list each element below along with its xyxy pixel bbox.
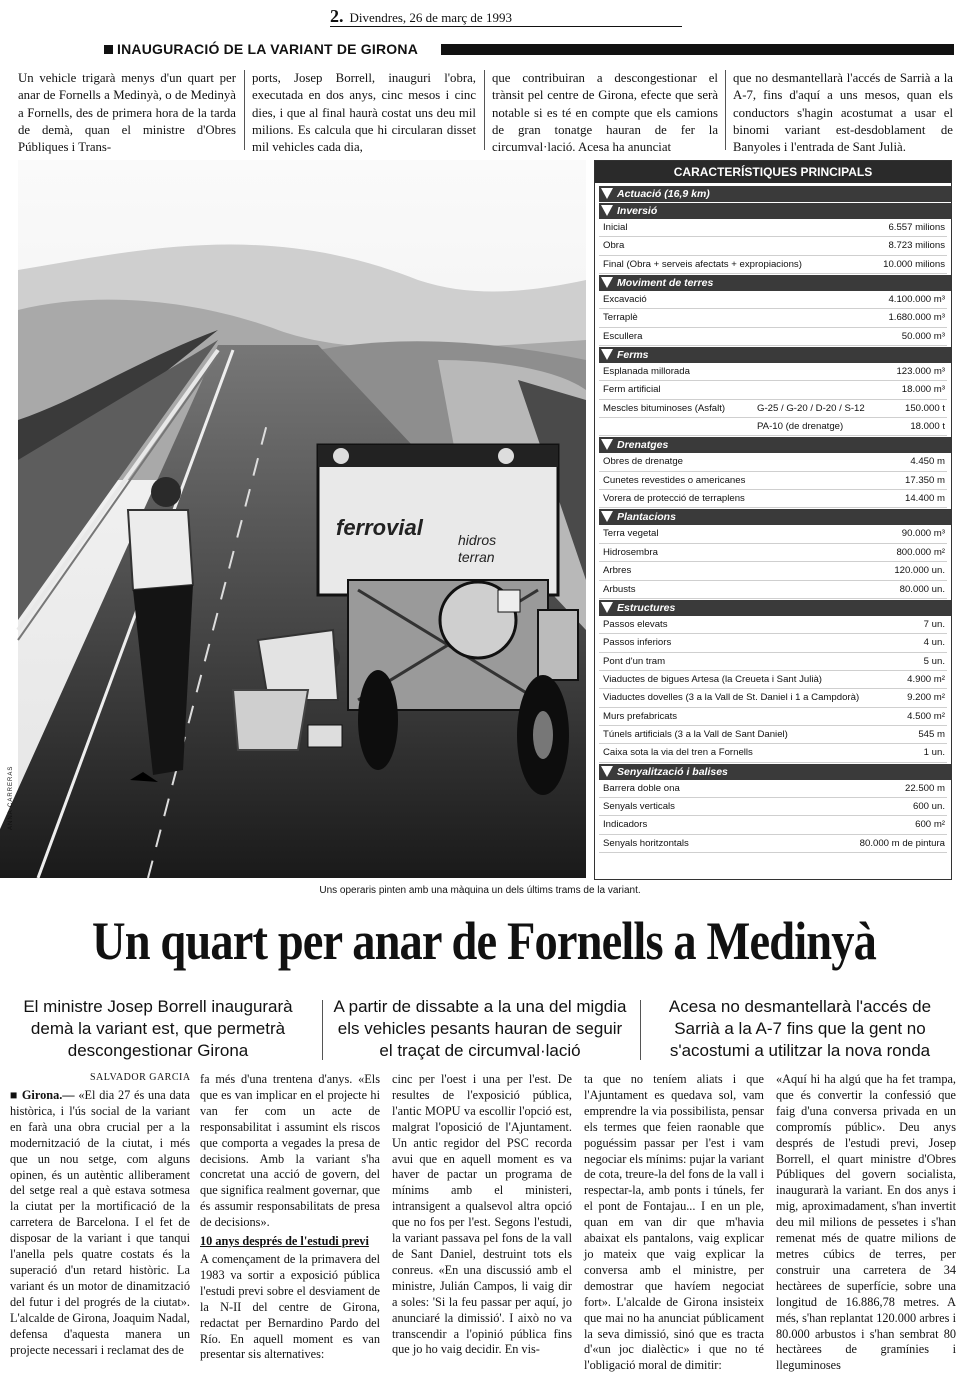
row-label: Esplanada millorada bbox=[603, 366, 690, 378]
dateline: Girona.— bbox=[21, 1088, 75, 1102]
row-value: 7 un. bbox=[923, 618, 945, 630]
row-label: Escullera bbox=[603, 330, 643, 342]
triangle-down-icon bbox=[601, 602, 613, 613]
table-row bbox=[599, 744, 947, 762]
row-label: Indicadors bbox=[603, 819, 648, 831]
table-row bbox=[599, 490, 947, 508]
dateline-square-icon: ■ bbox=[10, 1088, 22, 1102]
table-row bbox=[599, 708, 947, 726]
triangle-down-icon bbox=[601, 277, 613, 288]
row-label: Viaductes de bigues Artesa (la Creueta i Sant Julià) bbox=[603, 673, 823, 685]
row-value: 4.100.000 m³ bbox=[888, 294, 945, 306]
row-label: Arbusts bbox=[603, 583, 636, 595]
row-value: 4.900 m² bbox=[907, 673, 945, 685]
table-row bbox=[599, 616, 947, 634]
photo-illustration bbox=[18, 160, 586, 878]
row-label: Mescles bituminoses (Asfalt) bbox=[603, 402, 726, 414]
row-label: Senyals verticals bbox=[603, 800, 675, 812]
intro-column-1: Un vehicle trigarà menys d'un quart per anar de Fornells a Medinyà, o de Medinyà a Fornells, des de primera hora de la tarda de demà, quan el ministre d'Obres Públiques i Trans- bbox=[18, 71, 236, 155]
row-label: Final (Obra + serveis afectats + expropiacions) bbox=[603, 258, 802, 270]
row-value: 6.557 milions bbox=[888, 222, 945, 233]
row-value: 8.723 milions bbox=[888, 240, 945, 252]
row-label: Terra vegetal bbox=[603, 528, 659, 540]
column-rule bbox=[640, 1000, 641, 1060]
row-label: Hidrosembra bbox=[603, 546, 658, 558]
row-label: Obres de drenatge bbox=[603, 456, 684, 468]
table-row bbox=[599, 525, 947, 543]
table-section-label: Actuació (16,9 km) bbox=[617, 188, 710, 200]
subhead-3: Acesa no desmantellarà l'accés de Sarrià a la A-7 fins que la gent no s'acostumi a utilitzar la nova ronda bbox=[668, 997, 932, 1060]
row-detail: G-25 / G-20 / D-20 / S-12 bbox=[757, 402, 865, 414]
table-row bbox=[599, 363, 947, 381]
row-value: 17.350 m bbox=[904, 474, 945, 486]
row-value: 22.500 m bbox=[904, 782, 945, 794]
row-value: 4.450 m bbox=[910, 456, 945, 468]
byline: SALVADOR GARCIA bbox=[90, 1072, 191, 1083]
row-value: 1 un. bbox=[923, 747, 945, 759]
body-column-1 bbox=[10, 1088, 190, 1357]
row-label: Excavació bbox=[603, 294, 647, 306]
table-row bbox=[599, 400, 947, 418]
body-text-1: «El dia 27 és una data històrica, i l'ús social de la variant en farà una obra crucial per a la modernització de la ciutat, i més que un nou setge, com alguns opinen, és un autèntic alliberament del setge real a què estava sotmesa la ciutat per la mortificació de la carretera de Barcelona. I el fet de disposar de la variant i que tanqui l'anella pels quatre costats és la superació d'un retard històric. La variant és un motor de dinamització del futur i del progrés de la ciutat». L'alcalde de Girona, Joaquim Nadal, defensa d'aquesta manera un projecte necessari i reclamat des de bbox=[10, 1088, 190, 1357]
table-section-header bbox=[599, 203, 951, 219]
body-subheading: 10 anys després de l'estudi previ bbox=[200, 1234, 369, 1249]
table-row bbox=[599, 798, 947, 816]
table-row bbox=[599, 418, 947, 436]
row-value: 123.000 m³ bbox=[896, 366, 945, 378]
table-row bbox=[599, 472, 947, 490]
row-label: Inicial bbox=[603, 222, 628, 233]
intro-column-2: ports, Josep Borrell, inauguri l'obra, executada en dos anys, cinc mesos i cinc dies, i que al final haurà costat uns deu mil milions. Es calcula que hi circularan disset mil vehicles cada dia, bbox=[252, 71, 476, 155]
row-label: Pont d'un tram bbox=[603, 655, 666, 667]
table-row bbox=[599, 634, 947, 652]
table-section-label: Moviment de terres bbox=[617, 277, 714, 290]
row-value: 120.000 un. bbox=[894, 565, 945, 577]
column-rule bbox=[484, 70, 485, 150]
table-row bbox=[599, 544, 947, 562]
table-row bbox=[599, 671, 947, 689]
table-section-label: Senyalització i balises bbox=[617, 765, 728, 778]
row-value: 1.680.000 m³ bbox=[888, 312, 945, 324]
table-row bbox=[599, 453, 947, 471]
photo-caption: Uns operaris pinten amb una màquina un dels últims trams de la variant. bbox=[319, 885, 641, 896]
row-label: Passos inferiors bbox=[603, 637, 672, 649]
row-value: 18.000 m³ bbox=[901, 384, 945, 396]
table-row bbox=[599, 816, 947, 834]
table-section-label: Inversió bbox=[617, 205, 658, 217]
row-value: 600 un. bbox=[912, 800, 945, 812]
header-rule bbox=[330, 26, 682, 27]
section-square-icon bbox=[104, 45, 113, 54]
triangle-down-icon bbox=[601, 439, 613, 450]
table-section-label: Ferms bbox=[617, 349, 649, 362]
row-value: 14.400 m bbox=[904, 493, 945, 505]
subhead-1: El ministre Josep Borrell inaugurarà demà la variant est, que permetrà descongestionar Girona bbox=[23, 997, 293, 1060]
row-label: Ferm artificial bbox=[603, 384, 661, 396]
table-section-header bbox=[599, 600, 951, 616]
row-label: Túnels artificials (3 a la Vall de Sant Daniel) bbox=[603, 728, 788, 740]
triangle-down-icon bbox=[601, 205, 613, 216]
subhead-2: A partir de dissabte a la una del migdia els vehicles pesants hauran de seguir el traçat de circumval·lació bbox=[333, 997, 627, 1060]
table-row bbox=[599, 381, 947, 399]
table-row bbox=[599, 835, 947, 853]
row-value: 80.000 m de pintura bbox=[859, 837, 945, 849]
page-header bbox=[330, 6, 680, 27]
row-value: 50.000 m³ bbox=[901, 330, 945, 342]
table-row bbox=[599, 328, 947, 346]
row-value: 90.000 m³ bbox=[901, 528, 945, 540]
table-row bbox=[599, 562, 947, 580]
vehicle-brand-text: ferrovial bbox=[336, 515, 423, 540]
svg-text:terran: terran bbox=[458, 549, 495, 565]
table-row bbox=[599, 653, 947, 671]
intro-column-4: que no desmantellarà l'accés de Sarrià a la A-7, fins d'aquí a uns mesos, quan els conductors s'hagin acostumat a usar el binomi variant est-desdoblament de Banyoles i l'entrada de Sant Julià. bbox=[733, 71, 953, 155]
row-detail: PA-10 (de drenatge) bbox=[757, 421, 844, 433]
row-value: 9.200 m² bbox=[907, 692, 945, 704]
row-label: Arbres bbox=[603, 565, 632, 577]
row-label: Vorera de protecció de terraplens bbox=[603, 493, 745, 505]
row-label: Caixa sota la via del tren a Fornells bbox=[603, 747, 753, 759]
table-section-header bbox=[599, 509, 951, 525]
row-value: 150.000 t bbox=[904, 402, 945, 414]
column-rule bbox=[322, 1000, 323, 1060]
row-value: 545 m bbox=[918, 728, 945, 740]
body-column-3: cinc per l'oest i una per l'est. De resultes de l'exposició pública, l'antic MOPU va escollir l'opció est, malgrat l'oposició de l'Ajuntament. Un antic regidor del PSC recorda avui que en aquell moment es va haver de pactar un programa de mínims amb el ministeri, intransigent a qualsevol altra opció que no fos per l'est. Segons l'estudi, la variant passava pel fons de la vall de Sant Daniel, destruint tots els conreus. «En una discussió amb el ministre, Julián Campos, li vaig dir a soles: 'Si la feu passar per aquí, jo anunciaré la dimissió'. I això no va transcendir a l'opinió pública fins que jo ho vaig decidir. En vis- bbox=[392, 1072, 572, 1357]
table-row bbox=[599, 291, 947, 309]
row-value: 80.000 un. bbox=[899, 583, 945, 595]
body-text-2b: A començament de la primavera del 1983 va sortir a exposició pública l'estudi previ sobre el desviament de la N-II del centre de Girona, redactat per Bernardino Pardo del Río. En aquell moment es van presentar sis alternatives: bbox=[200, 1251, 380, 1362]
body-column-2 bbox=[200, 1072, 380, 1362]
column-rule bbox=[725, 70, 726, 150]
section-title: INAUGURACIÓ DE LA VARIANT DE GIRONA bbox=[117, 41, 418, 57]
section-bar bbox=[441, 44, 954, 55]
triangle-down-icon bbox=[601, 511, 613, 522]
row-label: Barrera doble ona bbox=[603, 782, 680, 794]
section-header bbox=[104, 41, 954, 59]
svg-text:hidros: hidros bbox=[458, 532, 497, 548]
row-value: 5 un. bbox=[923, 655, 945, 667]
body-text-2a: fa més d'una trentena d'anys. «Els que es van implicar en el projecte hi van fer com un acte de responsabilitat i assumint els riscos que comporta a vegades la presa de decisions. Amb la variant s'ha concretat una acció de govern, del que significa realment governar, que és assumir responsabilitats de presa de decisions». bbox=[200, 1072, 380, 1230]
row-value: 10.000 milions bbox=[883, 258, 945, 270]
headline: Un quart per anar de Fornells a Medinyà bbox=[92, 911, 876, 971]
issue-date: Divendres, 26 de març de 1993 bbox=[349, 10, 512, 25]
row-label: Senyals horitzontals bbox=[603, 837, 689, 849]
table-row bbox=[599, 780, 947, 798]
characteristics-table bbox=[594, 160, 952, 880]
row-label: Obra bbox=[603, 240, 625, 252]
photo-credit: ANNA CARRERAS bbox=[8, 765, 14, 830]
row-value: 4 un. bbox=[923, 637, 945, 649]
table-section-label: Estructures bbox=[617, 601, 676, 614]
table-row bbox=[599, 309, 947, 327]
column-rule bbox=[244, 70, 245, 150]
triangle-down-icon bbox=[601, 349, 613, 360]
triangle-down-icon bbox=[601, 766, 613, 777]
table-section-header bbox=[599, 275, 951, 291]
table-body bbox=[595, 185, 951, 879]
table-row bbox=[599, 581, 947, 599]
table-section-header bbox=[599, 186, 951, 202]
row-value: 4.500 m² bbox=[907, 710, 945, 722]
table-title: CARACTERÍSTIQUES PRINCIPALS bbox=[595, 161, 951, 183]
row-label: Terraplè bbox=[603, 312, 638, 324]
news-photo bbox=[18, 160, 586, 878]
row-label: Cunetes revestides o americanes bbox=[603, 474, 746, 486]
table-row bbox=[599, 256, 947, 274]
row-label: Murs prefabricats bbox=[603, 710, 678, 722]
row-value: 18.000 t bbox=[910, 421, 945, 433]
table-row bbox=[599, 219, 947, 237]
row-value: 600 m² bbox=[915, 819, 945, 831]
table-section-header bbox=[599, 437, 951, 453]
table-section-label: Drenatges bbox=[617, 439, 669, 452]
triangle-down-icon bbox=[601, 188, 613, 199]
page-number: 2. bbox=[330, 6, 344, 26]
body-column-5: «Aquí hi ha algú que ha fet trampa, que és convertir la confessió que faig d'una conversa privada en un compromís públic». Deu anys després de l'estudi previ, Josep Borrell, el quart ministre d'Obres Públiques del govern socialista, inaugurarà la variant. En dos anys i mig, aproximadament, s'han invertit deu mil milions de pessetes i s'han remenat més de quatre milions de metres cúbics de terres, per construir una carretera de 34 hectàrees de superfície, sobre una longitud de 16.886,78 metres. A més, s'han replantat 120.000 arbres i 80.000 arbustos i s'han sembrat 80 hectàrees de gramínies i lleguminoses bbox=[776, 1072, 956, 1373]
table-section-header bbox=[599, 764, 951, 780]
intro-column-3: que contribuiran a descongestionar el trànsit pel centre de Girona, efecte que serà notable si es té en compte que els camions de gran tonatge hauran de fer la circumval·lació. Acesa ha anunciat bbox=[492, 71, 718, 155]
table-row bbox=[599, 237, 947, 255]
row-label: Passos elevats bbox=[603, 618, 668, 630]
row-label: Viaductes dovelles (3 a la Vall de St. Daniel i 1 a Campdorà) bbox=[603, 692, 860, 704]
table-section-header bbox=[599, 347, 951, 363]
table-section-label: Plantacions bbox=[617, 511, 676, 524]
table-row bbox=[599, 689, 947, 707]
row-value: 800.000 m² bbox=[896, 546, 945, 558]
body-column-4: ta que no teníem aliats i que l'Ajuntament es quedava sol, vam emprendre la via possibilista, pensar els termes que feien raonable que poguéssim passar per l'est i vam negociar els mínims: pujar la variant de cota, treure-la del fons de la vall i respectar-la, amb ponts i túnels, fer el pont de Fontajau... I en un ple, quan em van dir que m'havia abaixat els pantalons, vaig explicar jo mateix que vaig explicar la conversa amb el ministre, per demostrar que havíem negociat fort». L'alcalde de Girona insisteix que mai no ha anunciat públicament la seva dimissió, sinó que es tracta d'«un joc dialèctic» i que no té l'obligació moral de dimitir: bbox=[584, 1072, 764, 1373]
table-row bbox=[599, 726, 947, 744]
